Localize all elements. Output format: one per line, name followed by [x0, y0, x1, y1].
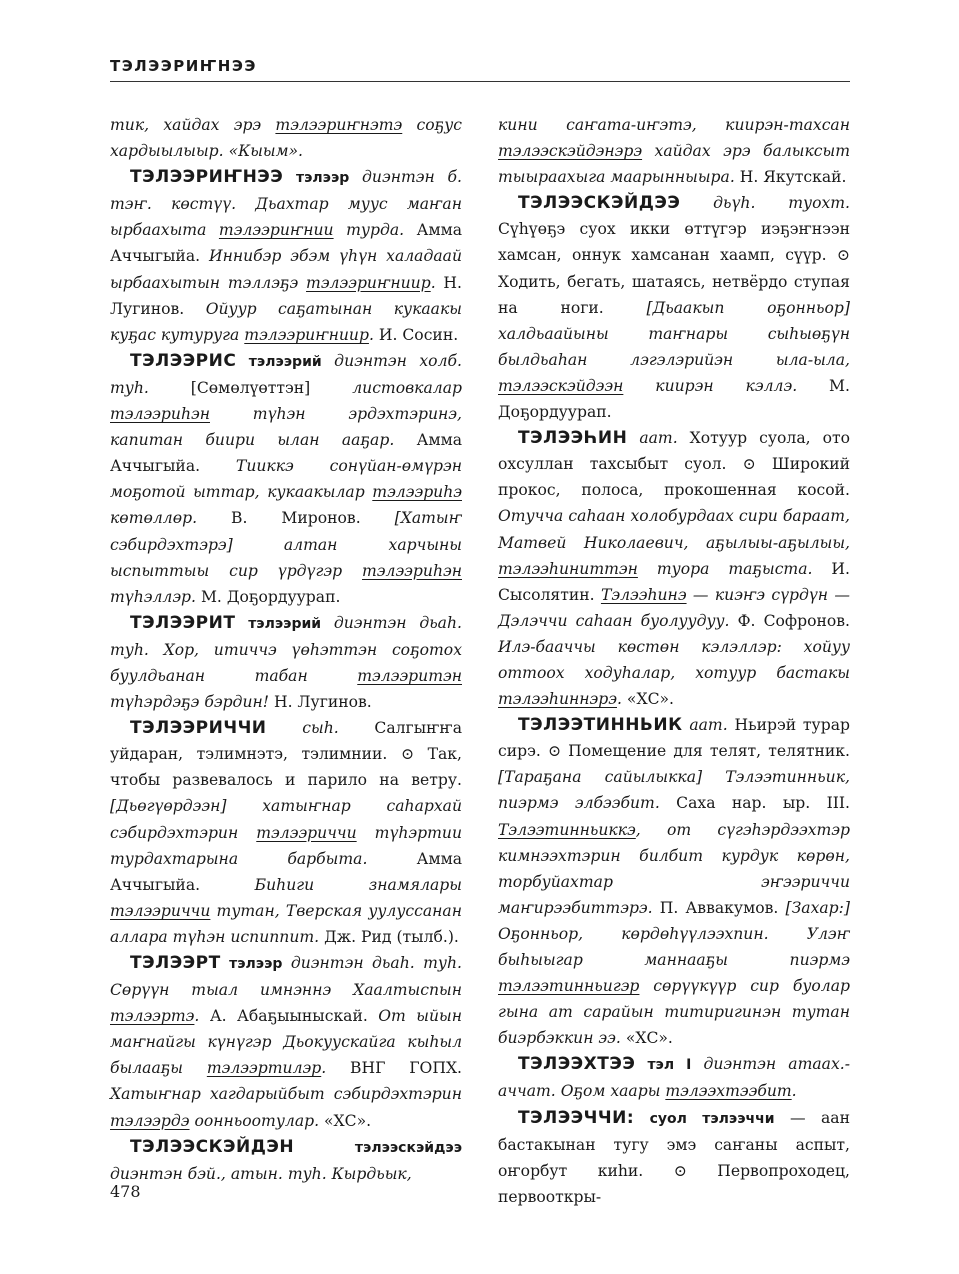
dictionary-entry [110, 164, 462, 348]
example-text: түһэн эрдэхтэринэ, капитан биири ылан ааҕар. [110, 405, 462, 450]
example-keyword: тэлээриччи [256, 823, 357, 842]
source-author: Дж. Рид (тылб.). [319, 927, 459, 946]
example-keyword: тэлээһиннэрэ [498, 690, 617, 709]
source-author: Амма Аччыгыйа. [110, 849, 462, 894]
grammar-ref: тэл I [647, 1057, 692, 1074]
source-author: И. Сысолятин. [498, 559, 850, 604]
source-author: Амма Аччыгыйа. [110, 221, 462, 266]
example-text: соҕус хардыылыыр. «Кыым». [110, 116, 462, 161]
dictionary-entry [498, 425, 850, 712]
example-text: — киэҥэ сүрдүн — Дэлэччи саһаан буолуудуу. [498, 585, 850, 630]
source-author: «ХС». [620, 1029, 673, 1048]
example-text: түһэллэр. [110, 587, 196, 606]
example-keyword: тэлээскэйдээн [498, 376, 624, 395]
dictionary-entry [110, 348, 462, 610]
source-author: Н. Лугинов. [269, 693, 372, 712]
grammar-ref: тэлээр [229, 956, 283, 972]
example-keyword: Тэлээтинньиккэ [498, 820, 636, 839]
source-author: «ХС». [621, 690, 674, 709]
headword: ТЭЛЭЭЧЧИ: [518, 1107, 635, 1128]
example-keyword: тэлээртилэр [206, 1059, 322, 1078]
example-text: . [194, 1007, 200, 1026]
header-title: ТЭЛЭЭРИҤНЭЭ [110, 57, 257, 75]
example-text: киирэн кэллэ. [623, 376, 798, 395]
headword: ТЭЛЭЭРТ [130, 953, 221, 973]
source-author: И. Сосин. [373, 325, 459, 344]
source-author: М. Доҕордуурап. [498, 376, 850, 422]
example-text: От ыйын маҥнайгы күнүгэр Дьокуускайга кыһыл былааҕы [110, 1007, 462, 1078]
example-text: туора таҕыста. [637, 559, 813, 578]
grammar-ref: тэлээрий [248, 615, 322, 632]
example-keyword: тэлээриҥнэтэ [275, 116, 403, 134]
example-keyword: тэлээхтээбит [665, 1082, 792, 1101]
headword: ТЭЛЭЭСКЭЙДЭЭ [518, 193, 681, 214]
example-text: диэнтэн холб. туһ. [110, 351, 462, 397]
example-keyword: тэлээриҥниир [306, 273, 431, 292]
source-author: Амма Аччыгыйа. [110, 431, 462, 476]
example-text: Тииккэ сонүйан-өмүрэн моҕотой ыттар, кукаакылар [110, 457, 462, 502]
dictionary-entry [498, 1051, 850, 1104]
source-author: «ХС». [319, 1111, 372, 1130]
source-author: Ф. Софронов. [729, 611, 850, 630]
example-text: диэнтэн бэй., атын. туһ. Кырдьык, [110, 1164, 412, 1183]
example-keyword: тэлээриччи [110, 901, 211, 920]
example-keyword: тэлээтинньигэр [498, 977, 640, 996]
example-text: тик, хайдах эрэ [110, 116, 276, 134]
right-column [498, 112, 850, 1210]
dictionary-entry [110, 715, 462, 950]
example-text: хайдах эрэ балыксыт тыыраахыга маарынныыра. [498, 142, 850, 187]
example-text: Ойуур саҕатынан кукаакы куҕас кутуруга [110, 299, 462, 344]
example-text: көтөллөр. [110, 509, 198, 528]
example-text: . [368, 325, 374, 344]
source-author: Н. Якутскай. [734, 168, 847, 187]
headword: ТЭЛЭЭТИННЬИК [518, 715, 683, 736]
page-number: 478 [110, 1182, 141, 1201]
definition: Хотуур суола, ото охсуллан тахсыбыт суол. ⊙ Широкий прокос, полоса, прокошенная косой. [498, 429, 850, 500]
grammar-ref: тэлээр [296, 170, 350, 187]
example-keyword: тэлээскэйдэнэрэ [498, 142, 643, 161]
source-author: ВНГ ГОПХ. [326, 1059, 462, 1078]
dictionary-entry [498, 1105, 850, 1210]
definition: Салгыҥҥа уйдаран, тэлимнэтэ, тэлимнии. ⊙ Так, чтобы развевалось и парило на ветру. [110, 719, 463, 790]
dictionary-entry [110, 112, 462, 164]
source-author: Саха нар. ыр. III. [659, 794, 851, 813]
source-author: М. Доҕордуурап. [196, 587, 341, 606]
example-text: . [321, 1059, 327, 1078]
example-keyword: тэлээриҥнии [218, 221, 334, 240]
running-header [110, 55, 850, 82]
definition: Сүһүөҕэ суох икки өттүгэр иэҕэҥнээн хамсан, оннук хамсанан хаамп, сүүр. ⊙ Ходить, бегать, шатаясь, нетвёрдо ступая на ноги. [498, 220, 850, 317]
source-author: В. Миронов. [197, 509, 395, 528]
example-text: [Захар:] Оҕонньор, көрдөһүүлээхпин. Улэҥ быһыыгар маннааҕы пиэрмэ [498, 898, 850, 969]
example-text: диэнтэн дьаһ. туһ. Хор, итиччэ үөһэттэн соҕотох буулдьанан табан [110, 613, 462, 685]
example-text: Тэлээтинньик, пиэрмэ элбээбит. [498, 768, 850, 813]
headword: ТЭЛЭЭРИТ [130, 612, 236, 633]
example-text: хатыҥнар саһархай сэбирдэхтэрин [110, 797, 462, 842]
example-keyword: тэлээриһэн [110, 405, 210, 424]
example-keyword: тэлээртэ [110, 1007, 195, 1026]
headword: ТЭЛЭЭХТЭЭ [518, 1054, 636, 1075]
example-keyword: тэлээритэн [357, 666, 462, 685]
example-text: диэнтэн атаах.-аччат. Оҕом хаары [498, 1055, 850, 1101]
source-author: Н. Лугинов. [110, 273, 462, 318]
example-text: Хатыҥнар хагдарыйбыт сэбирдэхтэрин [110, 1085, 462, 1104]
dictionary-entry [110, 950, 462, 1134]
example-text: кини саҥата-иҥэтэ, киирэн-тахсан [498, 116, 850, 134]
example-keyword: Тэлээһинэ [600, 585, 687, 604]
example-text: Иннибэр эбэм үһүн халадаай ырбаахытын тэллэҕэ [110, 247, 462, 292]
example-keyword: тэлээриҥниир [244, 325, 369, 344]
part-of-speech: аат. [627, 429, 678, 448]
part-of-speech: дьүһ. туохт. [680, 194, 850, 213]
example-text: диэнтэн дьаһ. туһ. Сөрүүн тыал имнэннэ Хаалтыспын [110, 954, 462, 1000]
context-note: [Сөмөлүөттэн] [190, 378, 311, 397]
example-text: түһэрдэҕэ бэрдин! [110, 693, 270, 712]
example-text: Илэ-бааччы көстөн кэлэллэр: хойуу оттоох ходуһалар, хотуур бастакы [498, 637, 850, 682]
source-author: П. Аввакумов. [652, 898, 786, 917]
example-text: . [617, 690, 622, 709]
definition: Ньирэй турар сирэ. ⊙ Помещение для телят, телятник. [498, 716, 850, 761]
source-author: А. Абаҕыыныскай. [199, 1007, 379, 1026]
example-text: [Хатыҥ сэбирдэхтэрэ] алтан харчыны ыспыттыы сир үрдүгэр [110, 509, 462, 580]
headword: ТЭЛЭЭСКЭЙДЭН [130, 1136, 295, 1157]
example-text: сөрүүкүүр сир буолар гына ат сарайын титиригинэн тутан биэрбэккин ээ. [498, 977, 850, 1048]
example-keyword: тэлээриһэ [372, 483, 462, 502]
part-of-speech: аат. [682, 716, 728, 735]
example-text: Биһиги знамялары [254, 875, 462, 894]
part-of-speech: сыһ. [266, 719, 339, 738]
example-text: Отучча саһаан холобурдаах сири бараат, Матвей Николаевич, аҕылыы-аҕылыы, [498, 507, 850, 552]
dictionary-entry [498, 112, 850, 190]
headword: ТЭЛЭЭРИЧЧИ [130, 718, 267, 739]
grammar-ref: суол тэлээччи [649, 1110, 775, 1127]
example-text: , от сүгэһэрдээхтэр кимнээхтэрин билбит курдук көрөн, торбуйахтар эҥээриччи маҥирээбиттэрэ. [498, 820, 850, 917]
dictionary-entry [498, 712, 850, 1051]
dictionary-entry [110, 610, 462, 715]
dictionary-entry [110, 1134, 462, 1187]
example-keyword: тэлээрдэ [110, 1111, 190, 1130]
dictionary-entry [498, 190, 850, 425]
example-text: түһэртии турдахтарына барбыта. [110, 823, 462, 868]
example-text: диэнтэн б. тэҥ. көстүү. Дьахтар муус маҥан ырбаахыта [110, 168, 462, 240]
example-text: турда. [333, 221, 405, 240]
example-text: . [791, 1082, 797, 1101]
example-keyword: тэлээһиниттэн [498, 559, 638, 578]
grammar-ref: тэлээскэйдээ [354, 1139, 462, 1156]
headword: ТЭЛЭЭҺИН [518, 428, 628, 449]
context-note: [Тараҕана сайылыкка] [498, 768, 703, 787]
context-note: [Дьөгүөрдээн] [110, 797, 227, 816]
grammar-ref: тэлээрий [248, 353, 322, 370]
example-text: [Дьаакып оҕонньор] халдьаайыны таҥнары сыһыөҕүн былдьаһан лэгэлэрийэн ыла-ыла, [498, 298, 850, 369]
example-text: листовкалар [310, 378, 462, 397]
headword: ТЭЛЭЭРИС [130, 350, 237, 371]
example-text: . [430, 273, 436, 292]
headword: ТЭЛЭЭРИҤНЭЭ [130, 167, 284, 188]
example-text: тутан, Тверская уулуссанан аллара түһэн испиппит. [110, 901, 462, 946]
example-keyword: тэлээриһэн [362, 561, 462, 580]
definition: — аан бастакынан тугу эмэ саҥаны аспыт, оҥорбут киһи. ⊙ Первопроходец, первооткры- [498, 1108, 850, 1206]
left-column [110, 112, 462, 1187]
example-text: оонньоотулар. [189, 1111, 320, 1130]
